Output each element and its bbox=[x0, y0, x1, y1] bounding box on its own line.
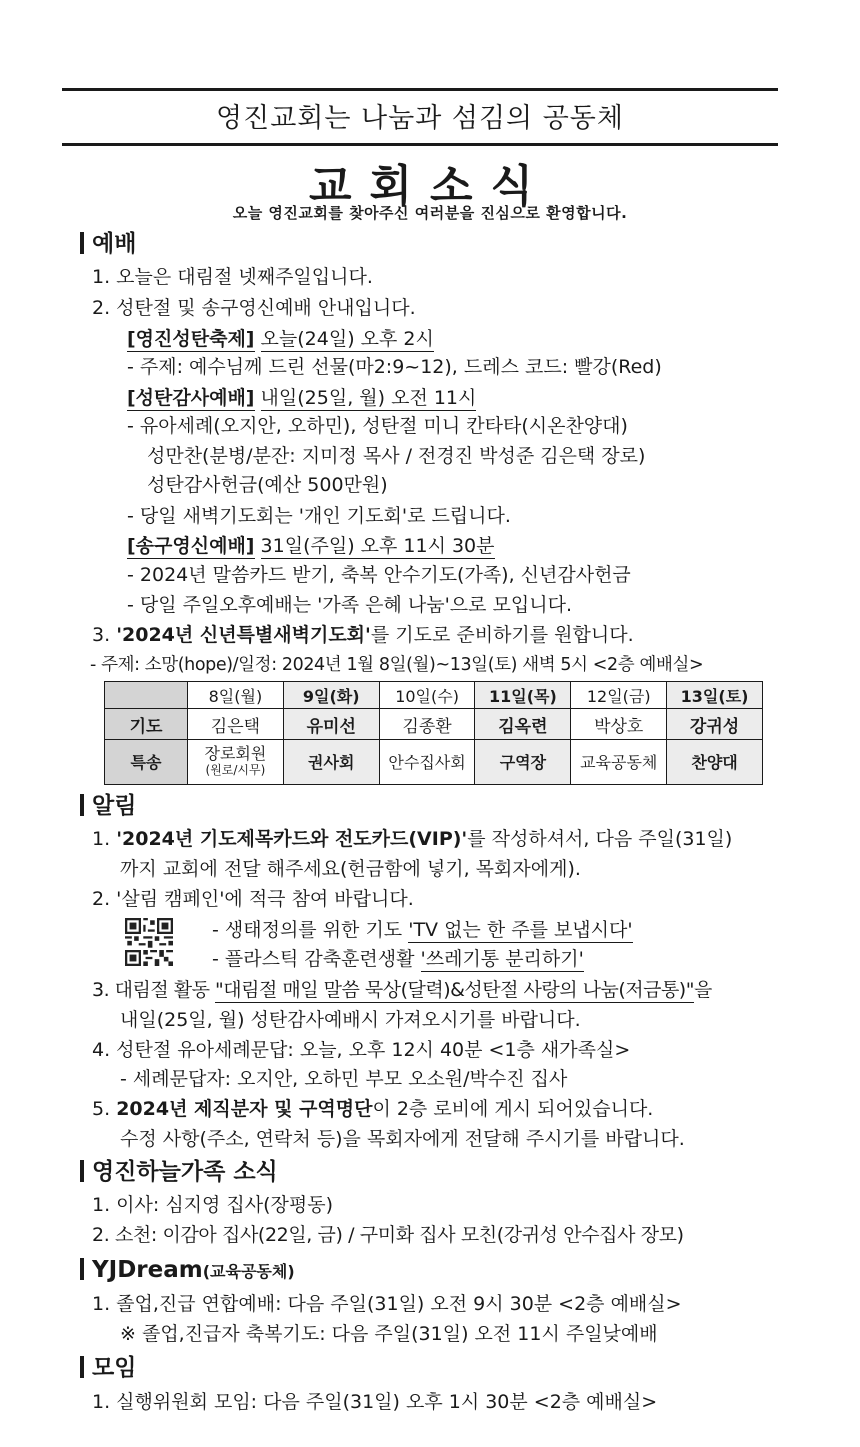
notice-item-3 bbox=[92, 977, 712, 1003]
family-item-2: 2. 소천: 이감아 집사(22일, 금) / 구미화 집사 모친(강귀성 안수집사 장모) bbox=[92, 1224, 684, 1246]
notice-item-3-line-2: 내일(25일, 월) 성탄감사예배시 가져오시기를 바랍니다. bbox=[120, 1009, 581, 1031]
thanks-time: 내일(25일, 월) 오전 11시 bbox=[260, 387, 477, 409]
special-label-cell: 특송 bbox=[105, 740, 188, 785]
prayer-cell: 유미선 bbox=[283, 709, 379, 740]
section-heading-label: 모임 bbox=[92, 1355, 137, 1381]
page-title: 교회소식 bbox=[308, 161, 551, 212]
worship-item-1: 1. 오늘은 대림절 넷째주일입니다. bbox=[92, 266, 373, 288]
prayer-cell: 박상호 bbox=[571, 709, 667, 740]
prayer-cell: 김은택 bbox=[188, 709, 284, 740]
thanks-detail-2: 성만찬(분병/분잔: 지미정 목사 / 전경진 박성준 김은택 장로) bbox=[147, 445, 646, 467]
special-cell: 교육공동체 bbox=[571, 740, 667, 785]
special-cell: 찬양대 bbox=[667, 740, 763, 785]
special-cell-sub: (원로/시무) bbox=[205, 763, 266, 777]
item-text: 을 bbox=[693, 979, 712, 1001]
section-heading-meeting bbox=[80, 1353, 136, 1383]
table-corner-cell bbox=[105, 682, 188, 709]
special-cell: 구역장 bbox=[475, 740, 571, 785]
section-heading-sub: (교육공동체) bbox=[202, 1262, 295, 1281]
newyear-time: 31일(주일) 오후 11시 30분 bbox=[260, 535, 495, 557]
special-cell bbox=[188, 740, 284, 785]
advent-activity-highlight: "대림절 매일 말씀 묵상(달력)&성탄절 사랑의 나눔(저금통)" bbox=[215, 979, 694, 1001]
thanks-detail-1: - 유아세례(오지안, 오하민), 성탄절 미니 칸타타(시온찬양대) bbox=[127, 415, 628, 437]
campaign-text: - 생태정의를 위한 기도 bbox=[212, 919, 409, 941]
special-cell-main: 장로회원 bbox=[204, 744, 267, 763]
item-number: 3. bbox=[92, 624, 111, 646]
top-rule bbox=[62, 88, 778, 91]
section-heading-label: 영진하늘가족 소식 bbox=[92, 1159, 278, 1185]
qr-code-icon bbox=[125, 918, 173, 966]
section-heading-family bbox=[80, 1157, 278, 1187]
section-heading-notice bbox=[80, 791, 136, 821]
heading-bar bbox=[80, 232, 84, 254]
prayer-label-cell: 기도 bbox=[105, 709, 188, 740]
festival-time: 오늘(24일) 오후 2시 bbox=[260, 328, 434, 350]
section-heading-worship bbox=[80, 229, 136, 259]
notice-item-1-line-2: 까지 교회에 전달 해주세요(헌금함에 넣기, 목회자에게). bbox=[120, 858, 581, 880]
dawn-prayer-theme: - 주제: 소망(hope)/일정: 2024년 1월 8일(월)~13일(토) 새벽 5시 <2층 예배실> bbox=[90, 655, 704, 675]
campaign-detail-2 bbox=[212, 946, 584, 972]
item-text: 를 작성하셔서, 다음 주일(31일) bbox=[467, 828, 733, 850]
heading-bar bbox=[80, 1258, 84, 1280]
day-cell: 9일(화) bbox=[283, 682, 379, 709]
church-motto: 영진교회는 나눔과 섬김의 공동체 bbox=[216, 103, 624, 134]
day-cell: 8일(월) bbox=[188, 682, 284, 709]
prayer-card-title: '2024년 기도제목카드와 전도카드(VIP)' bbox=[116, 828, 468, 850]
worship-item-2: 2. 성탄절 및 송구영신예배 안내입니다. bbox=[92, 297, 416, 319]
dawn-prayer-title: '2024년 신년특별새벽기도회' bbox=[116, 624, 371, 646]
campaign-highlight: '쓰레기통 분리하기' bbox=[420, 948, 584, 970]
heading-bar bbox=[80, 1160, 84, 1182]
newyear-detail-1: - 2024년 말씀카드 받기, 축복 안수기도(가족), 신년감사헌금 bbox=[127, 564, 631, 586]
meeting-item-1: 1. 실행위원회 모임: 다음 주일(31일) 오후 1시 30분 <2층 예배실> bbox=[92, 1391, 658, 1413]
campaign-text: - 플라스틱 감축훈련생활 bbox=[212, 948, 421, 970]
prayer-cell: 김종환 bbox=[379, 709, 475, 740]
thanks-detail-4: - 당일 새벽기도회는 '개인 기도회'로 드립니다. bbox=[127, 505, 511, 527]
festival-tag: [영진성탄축제] bbox=[127, 328, 255, 350]
item-text: 3. 대림절 활동 bbox=[92, 979, 216, 1001]
special-cell: 권사회 bbox=[283, 740, 379, 785]
section-heading-label: 예배 bbox=[92, 231, 137, 257]
schedule-prayer-row bbox=[105, 709, 763, 740]
item-number: 5. bbox=[92, 1098, 111, 1120]
dawn-prayer-schedule-table bbox=[104, 681, 763, 785]
heading-bar bbox=[80, 794, 84, 816]
item-text: 이 2층 로비에 게시 되어있습니다. bbox=[372, 1098, 654, 1120]
day-cell: 11일(목) bbox=[475, 682, 571, 709]
campaign-highlight: 'TV 없는 한 주를 보냅시다' bbox=[408, 919, 633, 941]
special-cell: 안수집사회 bbox=[379, 740, 475, 785]
thanks-tag: [성탄감사예배] bbox=[127, 387, 255, 409]
newyear-detail-2: - 당일 주일오후예배는 '가족 은혜 나눔'으로 모입니다. bbox=[127, 594, 573, 616]
welcome-message: 오늘 영진교회를 찾아주신 여러분을 진심으로 환영합니다. bbox=[232, 204, 628, 222]
schedule-special-row bbox=[105, 740, 763, 785]
notice-item-5-line-2: 수정 사항(주소, 연락처 등)을 목회자에게 전달해 주시기를 바랍니다. bbox=[120, 1128, 685, 1150]
notice-item-5 bbox=[92, 1096, 653, 1122]
bottom-rule bbox=[62, 143, 778, 146]
day-cell: 13일(토) bbox=[667, 682, 763, 709]
newyear-tag: [송구영신예배] bbox=[127, 535, 255, 557]
notice-item-1 bbox=[92, 826, 732, 852]
thanks-detail-3: 성탄감사헌금(예산 500만원) bbox=[147, 474, 388, 496]
yjdream-item-1: 1. 졸업,진급 연합예배: 다음 주일(31일) 오전 9시 30분 <2층 예배실> bbox=[92, 1293, 682, 1315]
newyear-line bbox=[127, 533, 495, 559]
roster-title: 2024년 제직분자 및 구역명단 bbox=[116, 1098, 373, 1120]
festival-line bbox=[127, 326, 434, 352]
item-text: 를 기도로 준비하기를 원합니다. bbox=[370, 624, 634, 646]
section-heading-label: YJDream bbox=[92, 1257, 203, 1283]
prayer-cell: 김옥련 bbox=[475, 709, 571, 740]
schedule-header-row bbox=[105, 682, 763, 709]
campaign-detail-1 bbox=[212, 917, 633, 943]
day-cell: 12일(금) bbox=[571, 682, 667, 709]
day-cell: 10일(수) bbox=[379, 682, 475, 709]
family-item-1: 1. 이사: 심지영 집사(장평동) bbox=[92, 1194, 334, 1216]
notice-item-4: 4. 성탄절 유아세례문답: 오늘, 오후 12시 40분 <1층 새가족실> bbox=[92, 1039, 631, 1061]
festival-theme: - 주제: 예수님께 드린 선물(마2:9~12), 드레스 코드: 빨강(Red) bbox=[127, 356, 662, 378]
yjdream-note: ※ 졸업,진급자 축복기도: 다음 주일(31일) 오전 11시 주일낮예배 bbox=[120, 1323, 658, 1345]
section-heading-yjdream bbox=[80, 1255, 295, 1287]
worship-item-3 bbox=[92, 622, 634, 648]
prayer-cell: 강귀성 bbox=[667, 709, 763, 740]
section-heading-label: 알림 bbox=[92, 793, 137, 819]
notice-item-4-detail: - 세례문답자: 오지안, 오하민 부모 오소원/박수진 집사 bbox=[120, 1068, 568, 1090]
item-number: 1. bbox=[92, 828, 111, 850]
thanks-line bbox=[127, 385, 476, 411]
notice-item-2: 2. '살림 캠페인'에 적극 참여 바랍니다. bbox=[92, 888, 414, 910]
heading-bar bbox=[80, 1356, 84, 1378]
